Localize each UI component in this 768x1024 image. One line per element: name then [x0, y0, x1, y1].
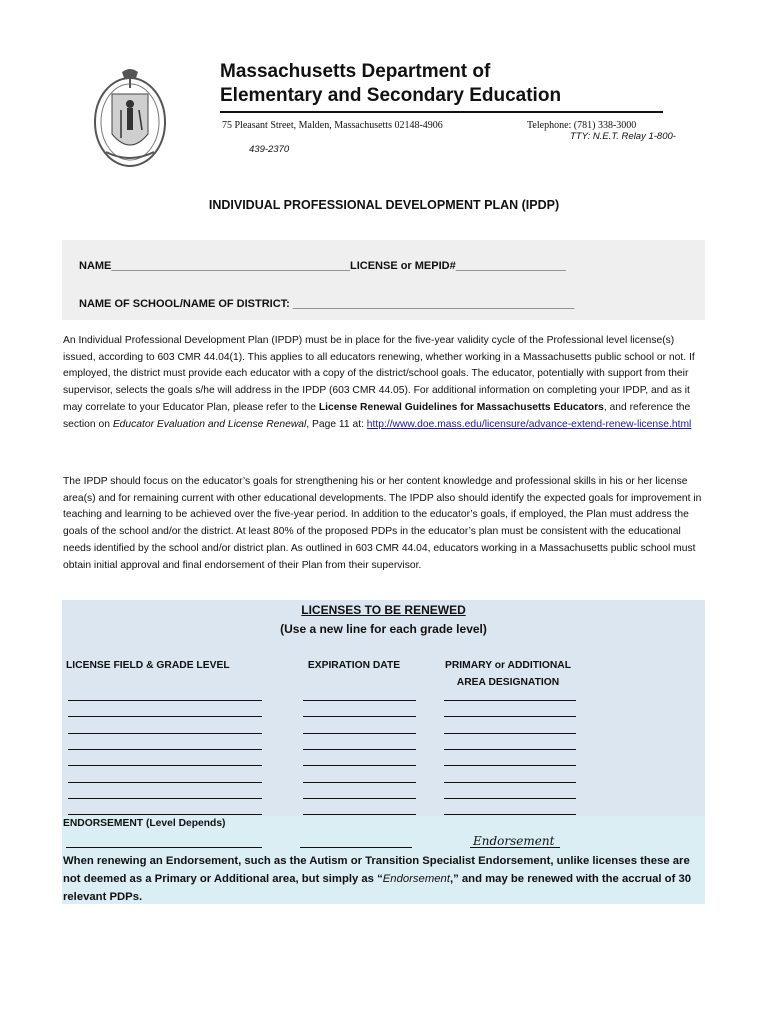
endorsement-text-a: When renewing an Endorsement, such as the Autism or Transition Specialist Endorsement, unlike licenses these are not deemed as a Primary or Additional area, but simply as “ — [63, 855, 690, 885]
expiration-date-blank[interactable] — [303, 700, 416, 701]
endorsement-section — [62, 816, 705, 904]
intro-text-c: , Page 11 at: — [306, 418, 367, 430]
expiration-date-blank[interactable] — [303, 765, 416, 766]
name-license-line — [79, 260, 566, 272]
endorsement-text-b: ,” and may be renewed with the accrual of 30 relevant PDPs. — [63, 873, 692, 903]
license-field-blank[interactable] — [68, 700, 262, 701]
area-designation-blank[interactable] — [444, 749, 576, 750]
school-field[interactable]: ______________________________________________ — [292, 298, 575, 310]
col-area-line-2: AREA DESIGNATION — [456, 677, 560, 688]
intro-paragraph — [63, 333, 705, 433]
telephone: Telephone: (781) 338-3000 — [527, 120, 637, 131]
license-field-blank[interactable] — [68, 749, 262, 750]
license-field-blank[interactable] — [68, 814, 262, 815]
expiration-date-blank[interactable] — [303, 749, 416, 750]
expiration-date-blank[interactable] — [303, 798, 416, 799]
tty-number-cont: 439-2370 — [249, 144, 290, 155]
col-area-line-1: PRIMARY or ADDITIONAL — [444, 660, 572, 671]
area-designation-blank[interactable] — [444, 716, 576, 717]
school-label: NAME OF SCHOOL/NAME OF DISTRICT: — [79, 298, 293, 310]
area-designation-blank[interactable] — [444, 798, 576, 799]
license-label: LICENSE or MEPID# — [349, 260, 456, 272]
area-designation-blank[interactable] — [444, 814, 576, 815]
header-rule — [220, 111, 663, 113]
col-license-field: LICENSE FIELD & GRADE LEVEL — [66, 660, 230, 671]
endorsement-date-blank[interactable] — [300, 847, 412, 848]
area-designation-blank[interactable] — [444, 765, 576, 766]
focus-paragraph: The IPDP should focus on the educator’s goals for strengthening his or her content knowledge and professional skills in his or her license area(s) and for remaining current with other educational developments. The IPDP also should identify the expected goals for improvement in teaching and learning to be achieved over the five-year period. In addition to the educator’s goals, if employed, the Plan must address the goals of the school and/or the district. At least 80% of the proposed PDPs in the educator’s plan must be consistent with the educational needs identified by the school and/or district plan. As outlined in 603 CMR 44.04, educators working in a Massachusetts public school must obtain initial approval and final endorsement of their Plan from their supervisor. — [63, 476, 702, 571]
intro-text-a: An Individual Professional Development Plan (IPDP) must be in place for the five-year validity cycle of the Professional level license(s) issued, according to 603 CMR 44.04(1). This applies to all educators renewing, whether working in a Massachusetts public school or not. If employed, the district must provide each educator with a copy of the district/school goals. The educator, potentially with support from their supervisor, selects the goals s/he will address in the IPDP (603 CMR 44.05). For additional information on completing your IPDP, and as it may correlate to your Educator Plan, please refer to the — [63, 335, 695, 413]
org-line-1: Massachusetts Department of — [220, 61, 491, 82]
address: 75 Pleasant Street, Malden, Massachusetts 02148-4906 — [222, 120, 443, 131]
tty-number: TTY: N.E.T. Relay 1-800- — [570, 131, 676, 142]
licenses-title: LICENSES TO BE RENEWED — [301, 603, 466, 617]
license-field[interactable]: __________________ — [455, 260, 566, 272]
license-field-blank[interactable] — [68, 798, 262, 799]
area-designation-blank[interactable] — [444, 782, 576, 783]
endorsement-label: ENDORSEMENT (Level Depends) — [63, 818, 226, 829]
org-line-2: Elementary and Secondary Education — [220, 85, 562, 106]
col-expiration-date: EXPIRATION DATE — [307, 660, 401, 671]
section-title: Educator Evaluation and License Renewal — [112, 418, 307, 430]
license-field-blank[interactable] — [68, 716, 262, 717]
name-field[interactable]: _______________________________________ — [111, 260, 350, 272]
endorsement-note — [63, 852, 703, 906]
licenses-subtitle: (Use a new line for each grade level) — [280, 622, 487, 636]
expiration-date-blank[interactable] — [303, 716, 416, 717]
endorsement-field-blank[interactable] — [66, 847, 262, 848]
expiration-date-blank[interactable] — [303, 782, 416, 783]
intro-text-b: , and reference the section on — [63, 401, 691, 430]
license-field-blank[interactable] — [68, 765, 262, 766]
area-designation-blank[interactable] — [444, 733, 576, 734]
name-label: NAME — [79, 260, 112, 272]
guidelines-link[interactable]: http://www.doe.mass.edu/licensure/advance-extend-renew-license.html — [366, 418, 692, 430]
identity-section — [62, 240, 705, 320]
area-designation-blank[interactable] — [444, 700, 576, 701]
department-name — [220, 60, 561, 108]
endorsement-designation-blank[interactable] — [470, 847, 560, 848]
guidelines-title: License Renewal Guidelines for Massachusetts Educators — [318, 401, 604, 413]
license-field-blank[interactable] — [68, 733, 262, 734]
expiration-date-blank[interactable] — [303, 733, 416, 734]
endorsement-italic: Endorsement — [382, 873, 450, 885]
license-field-blank[interactable] — [68, 782, 262, 783]
expiration-date-blank[interactable] — [303, 814, 416, 815]
massachusetts-seal-icon — [92, 64, 168, 168]
col-area-designation — [430, 657, 586, 691]
document-title: INDIVIDUAL PROFESSIONAL DEVELOPMENT PLAN (IPDP) — [208, 198, 560, 212]
school-line — [79, 298, 574, 310]
endorsement-designation: Endorsement — [473, 834, 555, 848]
